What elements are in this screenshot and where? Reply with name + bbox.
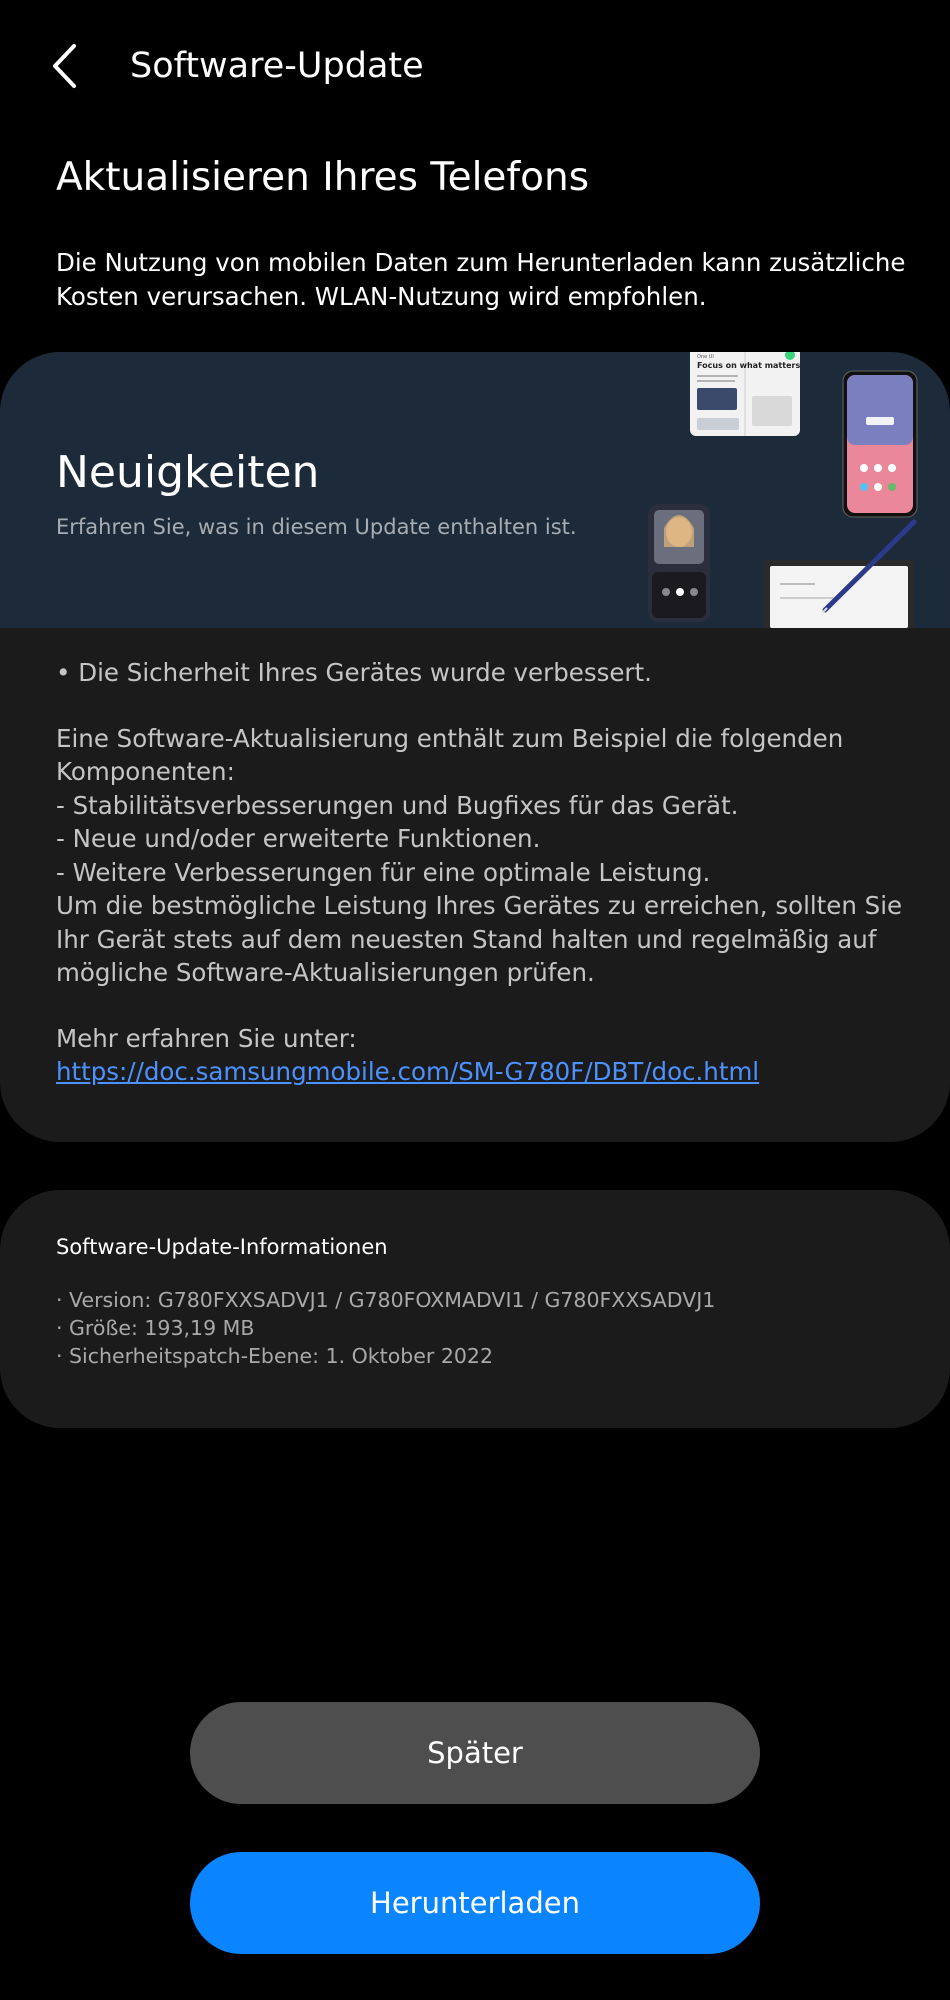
chevron-left-icon [50, 42, 78, 90]
component-item: - Neue und/oder erweiterte Funktionen. [56, 824, 541, 853]
app-header [0, 0, 950, 130]
whats-new-body [56, 656, 906, 1089]
more-info-label: Mehr erfahren Sie unter: [56, 1023, 357, 1053]
download-button[interactable]: Herunterladen [190, 1852, 760, 1954]
banner-focus-text: Focus on what matters [697, 361, 801, 370]
whats-new-title: Neuigkeiten [56, 447, 320, 498]
component-item: - Stabilitätsverbesserungen und Bugfixes für das Gerät. [56, 790, 739, 820]
documentation-link[interactable]: https://doc.samsungmobile.com/SM-G780F/DBT/doc.html [56, 1057, 760, 1086]
security-bullet: • Die Sicherheit Ihres Gerätes wurde verbessert. [56, 658, 652, 687]
size-info: · Größe: 193,19 MB [56, 1316, 255, 1340]
update-info-title: Software-Update-Informationen [56, 1235, 388, 1259]
whats-new-subtitle: Erfahren Sie, was in diesem Update enthalten ist. [56, 515, 577, 539]
whats-new-banner [0, 352, 950, 628]
component-item: - Weitere Verbesserungen für eine optimale Leistung. [56, 857, 711, 887]
later-button[interactable]: Später [190, 1702, 760, 1804]
back-button[interactable] [42, 38, 86, 94]
page-title: Aktualisieren Ihres Telefons [56, 155, 590, 200]
update-recommendation: Um die bestmögliche Leistung Ihres Gerätes zu erreichen, sollten Sie Ihr Gerät stets auf dem neuesten Stand halten und regelmäßig auf mögliche Software-Aktualisierungen prüfen. [56, 891, 903, 987]
banner-one-ui-text: One UI [697, 354, 714, 360]
version-info: · Version: G780FXXSADVJ1 / G780FOXMADVI1 / G780FXXSADVJ1 [56, 1288, 716, 1312]
header-title: Software-Update [130, 46, 424, 86]
whats-new-card [0, 352, 950, 1142]
data-usage-notice: Die Nutzung von mobilen Daten zum Herunterladen kann zusätzliche Kosten verursachen. WLAN-Nutzung wird empfohlen. [56, 248, 906, 311]
components-intro: Eine Software-Aktualisierung enthält zum Beispiel die folgenden Komponenten: [56, 723, 844, 786]
update-info-list [56, 1286, 715, 1370]
security-patch-info: · Sicherheitspatch-Ebene: 1. Oktober 2022 [56, 1344, 493, 1368]
devices-illustration [640, 352, 950, 628]
update-info-card [0, 1190, 950, 1428]
